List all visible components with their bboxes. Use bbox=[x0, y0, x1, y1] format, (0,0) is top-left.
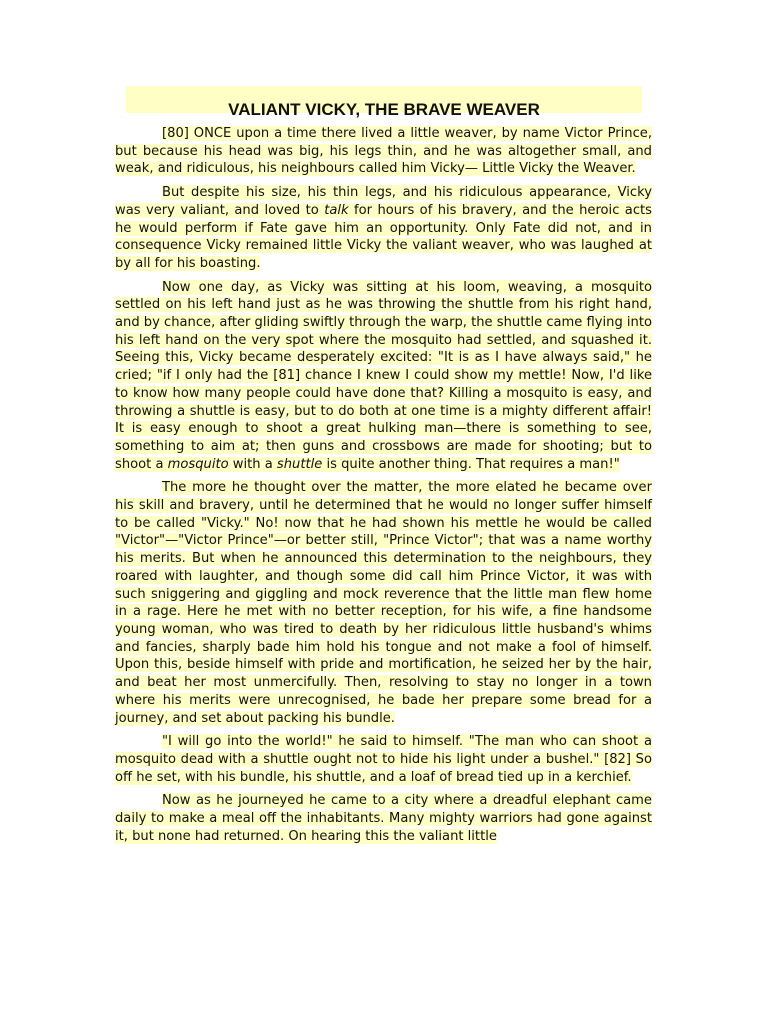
paragraph-text bbox=[115, 793, 652, 843]
text-run: Now as he journeyed he came to a city where a dreadful elephant came daily to make a meal off the inhabitants. Many mighty warriors had gone against it, but none had returned. On hearing this the valiant little bbox=[115, 793, 652, 844]
emphasized-word: mosquito bbox=[167, 456, 229, 472]
story-paragraph bbox=[115, 125, 652, 178]
paragraph-text bbox=[115, 126, 652, 176]
story-paragraph bbox=[115, 279, 652, 474]
paragraph-text bbox=[115, 280, 652, 472]
text-run: with a bbox=[228, 456, 277, 472]
text-run: [80] ONCE upon a time there lived a little weaver, by name Victor Prince, but because his head was big, his legs thin, and he was altogether small, and weak, and ridiculous, his neighbours called him Vicky— Little Vicky the Weaver. bbox=[115, 126, 652, 177]
story-paragraph bbox=[115, 792, 652, 845]
paragraph-text bbox=[115, 185, 652, 271]
text-run: "I will go into the world!" he said to himself. "The man who can shoot a mosquito dead with a shuttle ought not to hide his light under a bushel." [82] So off he set, with his bundle, his shuttle, and a loaf of bread tied up in a kerchief. bbox=[115, 734, 652, 785]
paragraph-text bbox=[115, 734, 652, 784]
text-run: But despite his size, his thin legs, and his ridiculous appearance, Vicky was very valiant, and loved to bbox=[115, 185, 652, 218]
text-run: Now one day, as Vicky was sitting at his loom, weaving, a mosquito settled on his left hand just as he was throwing the shuttle from his right hand, and by chance, after gliding swiftly through the warp, the shuttle came flying into his left hand on the very spot where the mosquito had settled, and squashed it. Seeing this, Vicky became desperately excited: "It is as I have always said," he cried; "if I only had the [81] chance I knew I could show my mettle! Now, I'd like to know how many people could have done that? Killing a mosquito is easy, and throwing a shuttle is easy, but to do both at one time is a mighty different affair! It is easy enough to shoot a great hulking man—there is something to see, something to aim at; then guns and crossbows are made for shooting; but to shoot a bbox=[115, 279, 652, 472]
story-body bbox=[115, 125, 652, 845]
text-run: is quite another thing. That requires a man!" bbox=[322, 456, 620, 472]
text-run: for hours of his bravery, and the heroic acts he would perform if Fate gave him an opportunity. Only Fate did not, and in consequence Vicky remained little Vicky the valiant weaver, who was laughed at by all for his boasting. bbox=[115, 202, 652, 271]
page-title: VALIANT VICKY, THE BRAVE WEAVER bbox=[228, 100, 540, 120]
story-paragraph bbox=[115, 184, 652, 273]
story-paragraph bbox=[115, 733, 652, 786]
paragraph-text bbox=[115, 480, 652, 725]
story-paragraph bbox=[115, 479, 652, 727]
text-run: The more he thought over the matter, the more elated he became over his skill and bravery, until he determined that he would no longer suffer himself to be called "Vicky." No! now that he had shown his mettle he would be called "Victor"—"Victor Prince"—or better still, "Prince Victor"; that was a name worthy his merits. But when he announced this determination to the neighbours, they roared with laughter, and though some did call him Prince Victor, it was with such sniggering and giggling and mock reverence that the little man flew home in a rage. Here he met with no better reception, for his wife, a fine handsome young woman, who was tired to death by her ridiculous little husband's whims and fancies, sharply bade him hold his tongue and not make a fool of himself. Upon this, beside himself with pride and mortification, he seized her by the hair, and beat her most unmercifully. Then, resolving to stay no longer in a town where his merits were unrecognised, he bade her prepare some bread for a journey, and set about packing his bundle. bbox=[115, 480, 652, 726]
emphasized-word: shuttle bbox=[276, 456, 323, 472]
emphasized-word: talk bbox=[324, 202, 349, 218]
